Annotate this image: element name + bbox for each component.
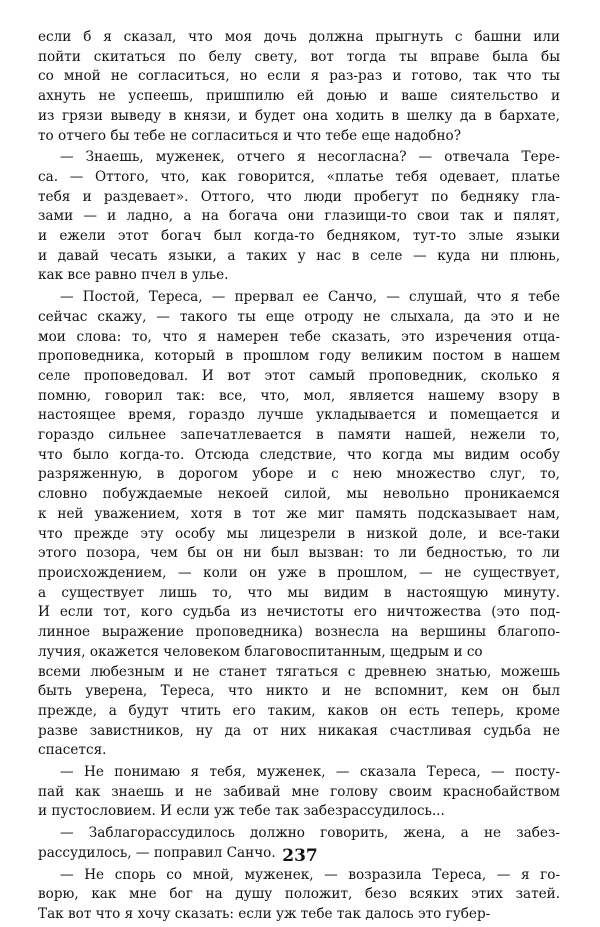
text-line: и ежели этот богач был когда-то бедняком, тут-то злые языки — [38, 228, 560, 245]
text-line: помню, говорил так: все, что, мол, является нашему взору в — [38, 387, 560, 404]
text-line: Так вот что я хочу сказать: если уж тебе так далось это губер- — [38, 905, 491, 922]
text-line: линное выражение проповедника) вознесла на вершины благопо- — [38, 624, 560, 641]
text-line: прежде, а будут чтить его таким, каков он есть теперь, кроме — [38, 702, 560, 719]
text-line: проповедника, который в прошлом году великим постом в нашем — [38, 348, 560, 365]
text-line: к ней уважением, хотя в тот же миг память подсказывает нам, — [38, 505, 560, 522]
text-line: разве завистников, ну да от них никакая счастливая судьба не — [38, 722, 560, 739]
text-line: и пустословием. И если уж тебе так забезрассудилось... — [38, 803, 445, 820]
text-line: этого позора, чем бы он ни был вызван: то ли бедностью, то ли — [38, 545, 560, 562]
text-line: сейчас скажу, — такого ты еще отроду не слыхала, да это и не — [38, 308, 560, 325]
text-line: спасется. — [38, 742, 107, 759]
text-line: са. — Оттого, что, как говорится, «платье тебя одевает, платье — [38, 168, 560, 185]
text-line: и давай чесать языки, а таких у нас в селе — куда ни плюнь, — [38, 247, 560, 264]
text-line: как все равно пчел в улье. — [38, 267, 229, 284]
text-line: из грязи выведу в князи, и будет она ходить в шелку да в бархате, — [38, 107, 560, 124]
text-line: — Знаешь, муженек, отчего я несогласна? — отвечала Тере- — [60, 149, 560, 166]
text-line: если б я сказал, что моя дочь должна прыгнуть с башни или — [38, 29, 560, 45]
text-line: селе проповедовал. И вот этот самый проповедник, сколько я — [38, 367, 560, 384]
book-page — [38, 28, 560, 927]
text-line: — Заблагорассудилось должно говорить, жена, а не забез- — [60, 825, 560, 842]
text-line: рассудилось, — поправил Санчо. — [38, 844, 276, 861]
text-line: гораздо сильнее запечатлевается в памяти нашей, нежели то, — [38, 427, 560, 444]
text-line: быть уверена, Тереса, что никто и не вспомнит, кем он был — [38, 683, 560, 700]
text-line: словно побуждаемые некоей силой, мы невольно проникаемся — [38, 486, 560, 503]
text-line: а существует лишь то, что мы видим в настоящую минуту. — [38, 584, 560, 601]
text-line: мои слова: то, что я намерен тебе сказать, это изречения отца- — [38, 328, 560, 345]
page-number: 237 — [282, 846, 318, 866]
text-line: со мной не согласиться, но если я раз-раз и готово, так что ты — [38, 68, 560, 85]
text-line: — Постой, Тереса, — прервал ее Санчо, — слушай, что я тебе — [60, 289, 560, 306]
paragraph-4 — [38, 763, 560, 822]
text-line: ворю, как мне бог на душу положит, безо всяких этих затей. — [38, 886, 560, 903]
text-line: что было когда-то. Отсюда следствие, что когда мы видим особу — [38, 446, 560, 463]
text-line: И если тот, кого судьба из нечистоты его ничтожества (это под- — [38, 604, 560, 621]
text-line: происхождением, — коли он уже в прошлом, — не существует, — [38, 564, 560, 581]
paragraph-1 — [38, 28, 560, 146]
text-line: разряженную, в дорогом уборе и с нею множество слуг, то, — [38, 466, 560, 483]
text-line: что прежде эту особу мы лицезрели в низкой доле, и все-таки — [38, 525, 560, 542]
text-line: пойти скитаться по белу свету, вот тогда ты вправе была бы — [38, 48, 560, 65]
paragraph-3 — [38, 288, 560, 761]
text-line: пай как знаешь и не забивай мне голову своим краснобайством — [38, 783, 560, 800]
text-line: — Не спорь со мной, муженек, — возразила Тереса, — я го- — [60, 866, 560, 883]
text-line: настоящее время, гораздо лучше укладывается и помещается и — [38, 407, 560, 424]
paragraph-2 — [38, 148, 560, 286]
paragraph-6 — [38, 866, 560, 925]
text-line: всеми любезным и не станет тягаться с древнею знатью, можешь — [38, 663, 560, 680]
text-line: то отчего бы тебе не согласиться и что тебе еще надобно? — [38, 127, 462, 144]
text-line: зами — и ладно, а на богача они глазищи-то свои так и пялят, — [38, 208, 560, 225]
text-line: — Не понимаю я тебя, муженек, — сказала Тереса, — посту- — [60, 764, 560, 781]
text-line: ахнуть не успеешь, пришпилю ей доњю и ваше сиятельство и — [38, 88, 560, 105]
text-line: тебя и раздевает». Оттого, что люди пробегут по бедняку гла- — [38, 188, 560, 205]
text-line: лучия, окажется человеком благовоспитанным, щедрым и со — [38, 643, 483, 660]
